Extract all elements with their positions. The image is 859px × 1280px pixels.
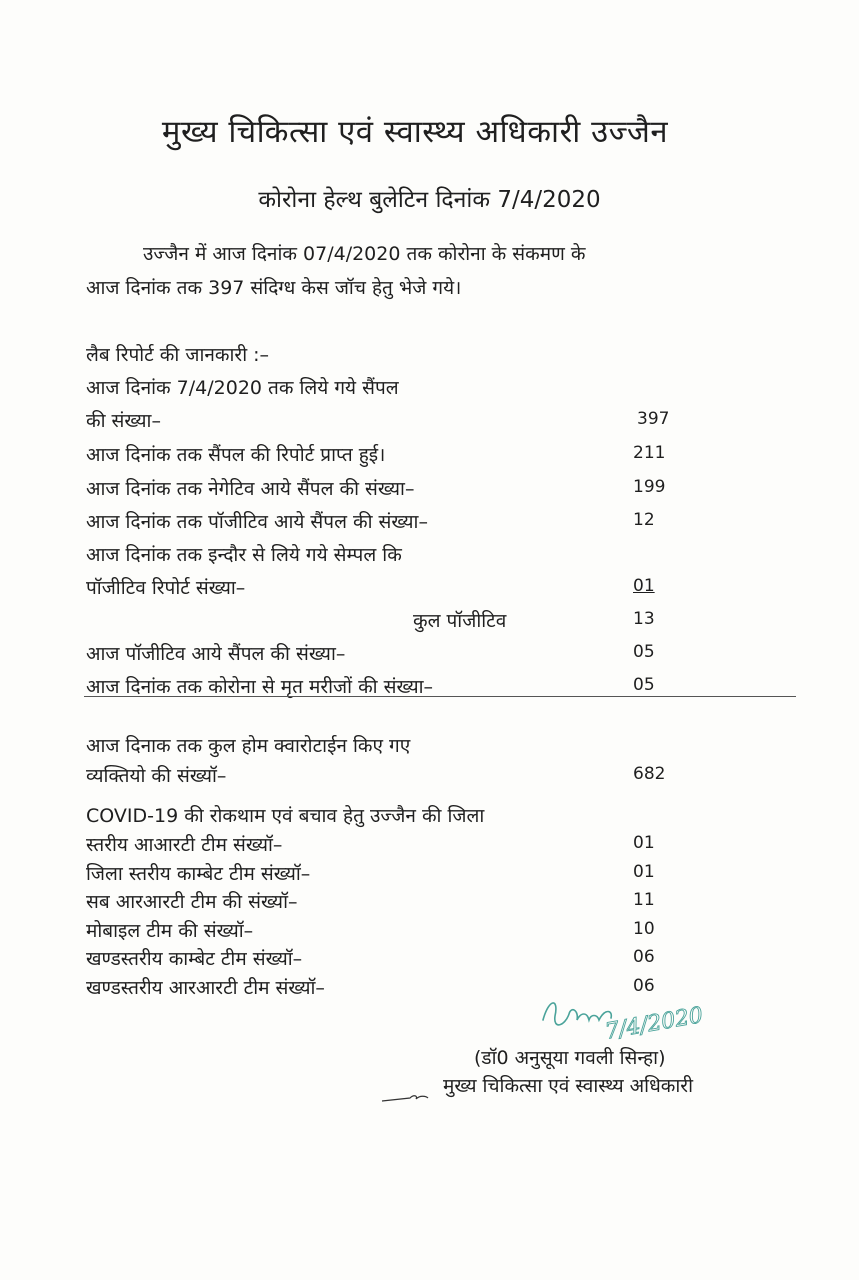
officer-name: (डॉ0 अनुसूया गवली सिन्हा) [474,1047,666,1069]
samples-label-line-2: की संख्या– [86,410,161,432]
team-row-label: खण्डस्तरीय आरआरटी टीम संख्यॉ– [86,977,325,999]
pen-stroke-icon [380,1088,440,1104]
intro-line-2: आज दिनांक तक 397 संदिग्ध केस जॉच हेतु भेजे गये। [86,277,462,299]
officer-designation: मुख्य चिकित्सा एवं स्वास्थ्य अधिकारी [443,1075,693,1097]
team-row-label: खण्डस्तरीय काम्बेट टीम संख्यॉ– [86,948,303,970]
team-row-label: जिला स्तरीय काम्बेट टीम संख्यॉ– [86,863,311,885]
today-positive-value: 05 [633,642,655,662]
samples-value: 397 [637,409,670,429]
svg-text:7/4/2020: 7/4/2020 [603,1002,706,1045]
positive-label: आज दिनांक तक पॉजीटिव आये सैंपल की संख्या– [86,511,428,533]
team-row-label: स्तरीय आआरटी टीम संख्यॉ– [86,834,283,856]
team-row-value: 10 [633,919,655,939]
lab-heading: लैब रिपोर्ट की जानकारी :– [86,344,270,366]
total-positive-label: कुल पॉजीटिव [413,610,507,632]
intro-line-1: उज्जैन में आज दिनांक 07/4/2020 तक कोरोना के संकमण के [143,243,586,265]
team-row-value: 01 [633,862,655,882]
negative-value: 199 [633,477,666,497]
received-label: आज दिनांक तक सैंपल की रिपोर्ट प्राप्त हुई। [86,444,386,466]
team-row-label: सब आरआरटी टीम की संख्यॉ– [86,891,298,913]
team-row-value: 11 [633,890,655,910]
quarantine-value: 682 [633,764,666,784]
page-title: मुख्य चिकित्सा एवं स्वास्थ्य अधिकारी उज्जैन [161,114,669,150]
received-value: 211 [633,443,666,463]
deaths-value: 05 [633,675,655,695]
total-positive-value: 13 [633,609,655,629]
team-row-label: मोबाइल टीम की संख्यॉ– [86,920,254,942]
signature-scribble-icon [535,990,710,1050]
indore-label-line-1: आज दिनांक तक इन्दौर से लिये गये सेम्पल कि [86,544,402,566]
negative-label: आज दिनांक तक नेगेटिव आये सैंपल की संख्या– [86,478,415,500]
bulletin-subtitle: कोरोना हेल्थ बुलेटिन दिनांक 7/4/2020 [258,187,601,213]
team-row-value: 01 [633,833,655,853]
team-row-value: 06 [633,947,655,967]
section-divider [84,696,796,697]
team-row-value: 06 [633,976,655,996]
indore-label-line-2: पॉजीटिव रिपोर्ट संख्या– [86,577,246,599]
deaths-label: आज दिनांक तक कोरोना से मृत मरीजों की संख्या– [86,676,434,698]
samples-label-line-1: आज दिनांक 7/4/2020 तक लिये गये सैंपल [86,377,399,399]
signature-initial-stroke [380,1088,440,1108]
quarantine-label-line-2: व्यक्तियो की संख्यॉ– [86,765,227,787]
teams-heading: COVID-19 की रोकथाम एवं बचाव हेतु उज्जैन की जिला [86,805,485,827]
today-positive-label: आज पॉजीटिव आये सैंपल की संख्या– [86,643,346,665]
indore-value: 01 [633,576,655,596]
quarantine-label-line-1: आज दिनाक तक कुल होम क्वारोटाईन किए गए [86,735,411,757]
positive-value: 12 [633,510,655,530]
